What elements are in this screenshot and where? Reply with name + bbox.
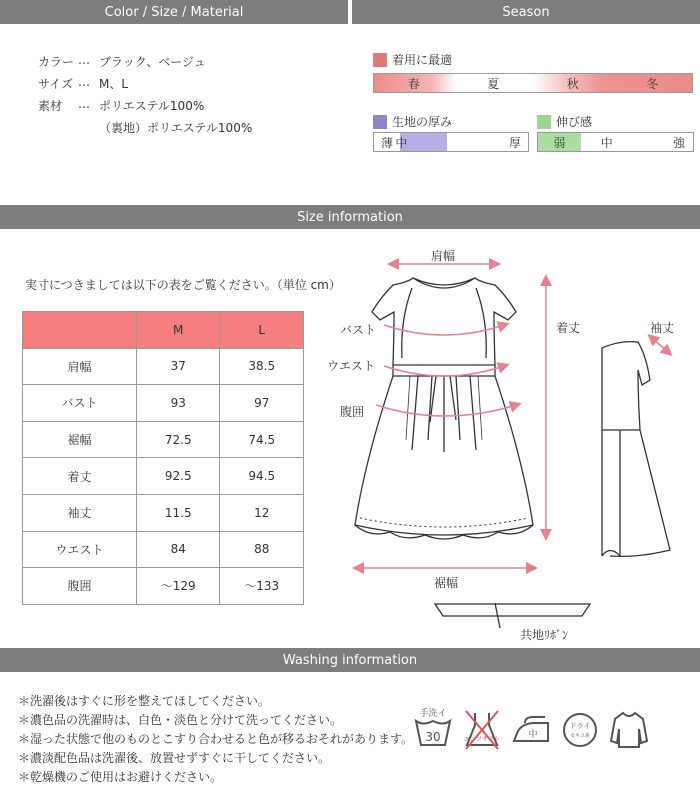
table-cell: ～129	[136, 568, 220, 605]
table-row	[23, 458, 304, 495]
dry-clean-sub: セキユ系	[569, 733, 591, 739]
stretch-legend-swatch	[537, 115, 551, 129]
color-label: カラー	[38, 55, 75, 69]
stretch-legend-label: 伸び感	[556, 115, 593, 129]
thickness-medium: 中	[395, 135, 408, 150]
flat-dry-sweater-icon	[609, 705, 649, 755]
season-section-header: Season	[352, 0, 700, 24]
table-cell: 着丈	[23, 458, 137, 495]
label-hem: 裾幅	[434, 576, 459, 590]
size-table	[22, 311, 304, 605]
table-cell: 88	[220, 531, 304, 568]
dry-clean-icon	[560, 705, 600, 755]
hand-wash-temp: 30	[425, 730, 441, 744]
washing-section-header: Washing information	[0, 648, 700, 672]
color-sep: …	[78, 53, 90, 67]
season-legend	[373, 51, 452, 68]
washing-note: ＊乾燥機のご使用はお避けください。	[18, 770, 223, 784]
table-cell: 裾幅	[23, 421, 137, 458]
table-cell: 肩幅	[23, 348, 137, 385]
label-shoulder: 肩幅	[431, 249, 456, 263]
no-bleach-icon	[462, 705, 502, 755]
table-header-cell	[23, 312, 137, 349]
table-header-cell: L	[220, 312, 304, 349]
label-bust: バスト	[340, 323, 377, 337]
season-summer: 夏	[487, 76, 500, 91]
washing-note: ＊濃淡配色品は洗濯後、放置せずすぐに干してください。	[18, 751, 331, 765]
table-header-cell: M	[136, 312, 220, 349]
washing-note: ＊濃色品の洗濯時は、白色・淡色と分けて洗ってください。	[18, 713, 343, 727]
size-value: M、L	[99, 77, 129, 91]
table-cell: ウエスト	[23, 531, 137, 568]
table-cell: 74.5	[220, 421, 304, 458]
season-autumn: 秋	[566, 76, 579, 91]
size-note: 実寸につきましては以下の表をご覧ください。（単位 cm）	[25, 278, 341, 292]
material-section-header: Color / Size / Material	[0, 0, 348, 24]
table-cell: 93	[136, 385, 220, 422]
thickness-spacer	[459, 133, 502, 151]
table-cell: 12	[220, 494, 304, 531]
label-waist: ウエスト	[327, 359, 376, 373]
dry-clean-label: ドライ	[569, 722, 591, 730]
table-cell: 97	[220, 385, 304, 422]
material-sep: …	[78, 97, 90, 111]
iron-icon	[511, 705, 551, 755]
stretch-scale	[537, 132, 694, 152]
dress-diagram	[320, 240, 700, 645]
season-legend-swatch	[373, 53, 387, 67]
thickness-legend-label: 生地の厚み	[392, 115, 453, 129]
table-cell: バスト	[23, 385, 137, 422]
table-row	[23, 385, 304, 422]
size-sep: …	[78, 75, 90, 89]
table-row	[23, 568, 304, 605]
table-row	[23, 531, 304, 568]
table-cell: 84	[136, 531, 220, 568]
washing-note: ＊洗濯後はすぐに形を整えてほしてください。	[18, 694, 271, 708]
table-row	[23, 421, 304, 458]
color-value: ブラック、ベージュ	[99, 55, 206, 69]
stretch-weak: 弱	[538, 133, 581, 151]
table-cell: 92.5	[136, 458, 220, 495]
stretch-medium: 中	[600, 135, 613, 150]
season-legend-label: 着用に最適	[392, 53, 453, 67]
season-spring: 春	[407, 76, 420, 91]
stretch-strong: 強	[672, 135, 685, 150]
care-icons	[413, 705, 649, 755]
label-belly: 腹囲	[340, 405, 365, 419]
thickness-scale	[373, 132, 529, 152]
thickness-thick: 厚	[508, 135, 521, 150]
material-label: 素材	[38, 99, 63, 113]
size-section-header: Size information	[0, 205, 700, 229]
label-ribbon: 共地ﾘﾎﾞﾝ	[520, 628, 569, 642]
thickness-thin: 薄	[381, 135, 394, 150]
thickness-legend-swatch	[373, 115, 387, 129]
hand-wash-icon	[413, 705, 453, 755]
table-cell: 72.5	[136, 421, 220, 458]
material-value: ポリエステル100%	[99, 99, 205, 113]
table-cell: 37	[136, 348, 220, 385]
washing-note: ＊湿った状態で他のものとこすり合わせると色が移るおそれがあります。	[18, 732, 414, 746]
table-cell: 94.5	[220, 458, 304, 495]
table-cell: 11.5	[136, 494, 220, 531]
table-header-row	[23, 312, 304, 349]
thickness-legend	[373, 113, 452, 130]
size-label: サイズ	[38, 77, 74, 91]
iron-label: 中	[528, 730, 538, 740]
lining-value: （裏地）ポリエステル100%	[99, 121, 253, 135]
label-length: 着丈	[556, 321, 581, 335]
hand-wash-label: 手洗イ	[419, 709, 447, 719]
no-bleach-label: エンソサラシ	[463, 736, 501, 743]
table-cell: ～133	[220, 568, 304, 605]
table-row	[23, 494, 304, 531]
season-winter: 冬	[646, 76, 659, 91]
table-cell: 38.5	[220, 348, 304, 385]
table-cell: 袖丈	[23, 494, 137, 531]
season-bar	[373, 73, 693, 93]
stretch-legend	[537, 113, 592, 130]
table-row	[23, 348, 304, 385]
label-sleeve: 袖丈	[650, 321, 675, 335]
table-cell: 腹囲	[23, 568, 137, 605]
